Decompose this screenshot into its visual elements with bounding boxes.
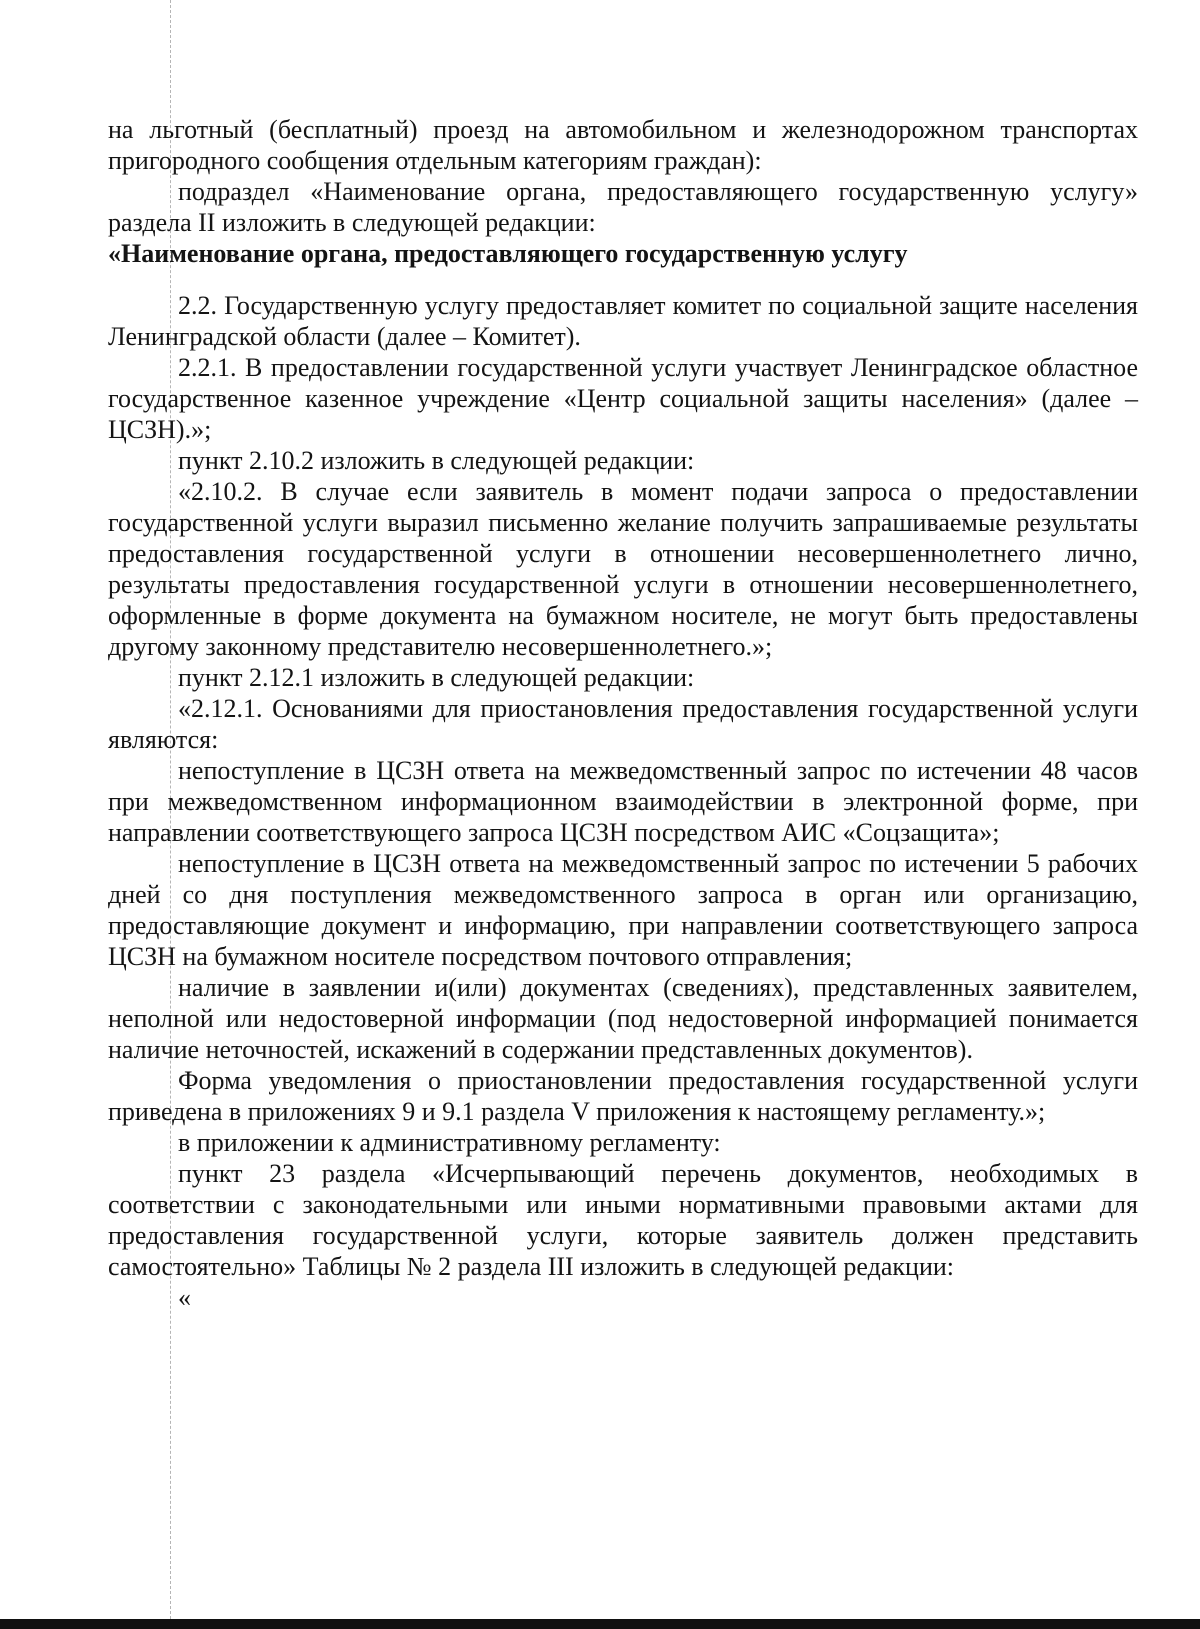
paragraph-ground-48-hours: непоступление в ЦСЗН ответа на межведомственный запрос по истечении 48 часов при межведомственном информационном взаимодействии в электронной форме, при направлении соответствующего запроса ЦСЗН посредством АИС «Соцзащита»; [108,756,1138,847]
paragraph-2-10-2: «2.10.2. В случае если заявитель в момент подачи запроса о предоставлении государственной услуги выразил письменно желание получить запрашиваемые результаты предоставления государственной услуги в отношении несовершеннолетнего лично, результаты предоставления государственной услуги в отношении несовершеннолетнего, оформленные в форме документа на бумажном носителе, не могут быть предоставлены другому законному представителю несовершеннолетнего.»; [108,477,1138,661]
paragraph-notification-form: Форма уведомления о приостановлении предоставления государственной услуги приведена в приложениях 9 и 9.1 раздела V приложения к настоящему регламенту.»; [108,1066,1138,1126]
scan-bottom-edge [0,1619,1200,1629]
paragraph-continuation: на льготный (бесплатный) проезд на автомобильном и железнодорожном транспортах пригородного сообщения отдельным категориям граждан): [108,115,1138,175]
paragraph-2-2: 2.2. Государственную услугу предоставляет комитет по социальной защите населения Ленинградской области (далее – Комитет). [108,291,1138,351]
paragraph-instruction-2-10-2: пункт 2.10.2 изложить в следующей редакции: [178,446,695,475]
paragraph-subsection-instruction: подраздел «Наименование органа, предоставляющего государственную услугу» раздела II изложить в следующей редакции: [108,177,1138,237]
paragraph-open-quote: « [178,1283,191,1312]
paragraph-2-12-1: «2.12.1. Основаниями для приостановления предоставления государственной услуги являются: [108,694,1138,754]
section-heading: «Наименование органа, предоставляющего государственную услугу [108,239,908,268]
paragraph-ground-incomplete-info: наличие в заявлении и(или) документах (сведениях), представленных заявителем, неполной или недостоверной информации (под недостоверной информацией понимается наличие неточностей, искажений в содержании представленных документов). [108,973,1138,1064]
paragraph-instruction-2-12-1: пункт 2.12.1 изложить в следующей редакции: [178,663,695,692]
paragraph-ground-5-days: непоступление в ЦСЗН ответа на межведомственный запрос по истечении 5 рабочих дней со дня поступления межведомственного запроса в орган или организацию, предоставляющие документ и информацию, при направлении соответствующего запроса ЦСЗН на бумажном носителе посредством почтового отправления; [108,849,1138,971]
paragraph-appendix-intro: в приложении к административному регламенту: [178,1128,721,1157]
document-text [108,114,1138,1313]
paragraph-2-2-1: 2.2.1. В предоставлении государственной услуги участвует Ленинградское областное государственное казенное учреждение «Центр социальной защиты населения» (далее – ЦСЗН).»; [108,353,1138,444]
paragraph-item-23: пункт 23 раздела «Исчерпывающий перечень документов, необходимых в соответствии с законодательными или иными нормативными правовыми актами для предоставления государственной услуги, которые заявитель должен представить самостоятельно» Таблицы № 2 раздела III изложить в следующей редакции: [108,1159,1138,1281]
